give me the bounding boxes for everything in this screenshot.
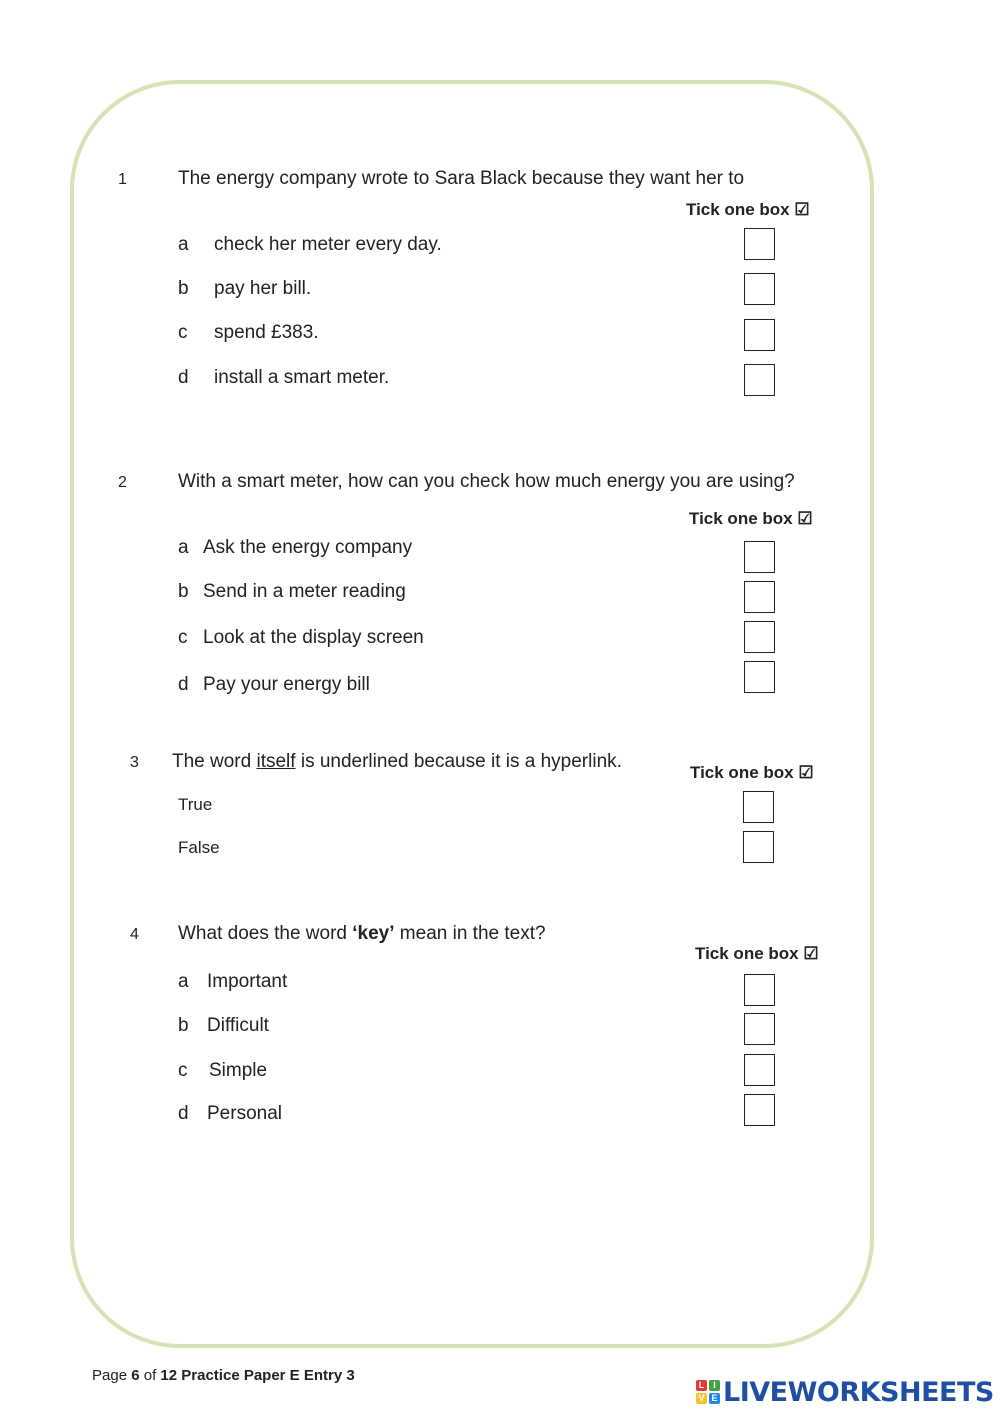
question-2-option-a-checkbox[interactable] (744, 541, 775, 573)
liveworksheets-wordmark: LIVEWORKSHEETS (723, 1376, 994, 1408)
question-3-option-false-text: False (178, 838, 220, 857)
question-2-option-b-letter: b (178, 581, 189, 602)
footer-of-word: of (143, 1367, 157, 1384)
question-2-number: 2 (118, 474, 127, 491)
question-4-option-d-letter: d (178, 1103, 189, 1124)
question-3-text (172, 751, 622, 773)
logo-icon-letter: L (696, 1380, 707, 1391)
question-1-option-d-letter: d (178, 367, 189, 388)
question-4-option-a-letter: a (178, 971, 189, 992)
footer-page-current: 6 (131, 1367, 140, 1384)
question-2-option-c-checkbox[interactable] (744, 621, 775, 653)
question-2-option-a-text: Ask the energy company (203, 537, 413, 558)
question-4-option-c-text: Simple (209, 1060, 268, 1081)
question-3-tick-label: Tick one box ☑ (690, 763, 814, 782)
question-2-option-d-checkbox[interactable] (744, 661, 775, 693)
question-2-option-b-text: Send in a meter reading (203, 581, 406, 602)
question-3-text-after: is underlined because it is a hyperlink. (295, 751, 622, 772)
question-4-option-a-checkbox[interactable] (744, 974, 775, 1006)
question-1-option-c-letter: c (178, 322, 188, 343)
logo-icon-letter: I (709, 1380, 720, 1391)
question-1-option-d-text: install a smart meter. (214, 367, 390, 388)
question-4-text-before: What does the word (178, 923, 353, 944)
question-1-text: The energy company wrote to Sara Black because they want her to (178, 168, 745, 189)
question-1-option-b-checkbox[interactable] (744, 273, 775, 305)
question-2-option-a-letter: a (178, 537, 189, 558)
logo-icon-letter: V (696, 1393, 707, 1404)
question-4-option-d-checkbox[interactable] (744, 1094, 775, 1126)
question-1-option-a-letter: a (178, 234, 189, 255)
logo-icon-letter: E (709, 1393, 720, 1404)
footer-page-word: Page (92, 1367, 128, 1384)
question-2-option-d-letter: d (178, 674, 189, 695)
question-2-tick-label: Tick one box ☑ (689, 509, 813, 528)
question-3-text-before: The word (172, 751, 257, 772)
question-3-option-false-checkbox[interactable] (743, 831, 774, 863)
question-1-option-b-letter: b (178, 278, 189, 299)
page-footer (92, 1367, 355, 1384)
question-3-underlined-word: itself (256, 751, 296, 772)
question-4-bold-word: ‘key’ (352, 923, 395, 944)
question-1-option-d-checkbox[interactable] (744, 364, 775, 396)
question-2-text: With a smart meter, how can you check how much energy you are using? (178, 471, 795, 492)
question-1-number: 1 (118, 171, 127, 188)
question-4-option-b-text: Difficult (207, 1015, 269, 1036)
liveworksheets-icon (696, 1380, 720, 1404)
question-1-option-b-text: pay her bill. (214, 278, 312, 299)
rounded-content-frame (70, 80, 874, 1348)
question-4-text (178, 923, 546, 945)
question-4-number: 4 (130, 926, 139, 943)
footer-paper-title: Practice Paper E Entry 3 (181, 1367, 355, 1384)
question-4-option-b-letter: b (178, 1015, 189, 1036)
question-1-option-c-checkbox[interactable] (744, 319, 775, 351)
question-1-option-a-checkbox[interactable] (744, 228, 775, 260)
question-1-option-a-text: check her meter every day. (214, 234, 442, 255)
question-1-tick-label: Tick one box ☑ (686, 200, 810, 219)
question-4-option-c-checkbox[interactable] (744, 1054, 775, 1086)
question-4-option-b-checkbox[interactable] (744, 1013, 775, 1045)
question-2-option-d-text: Pay your energy bill (203, 674, 370, 695)
question-3-number: 3 (130, 754, 139, 771)
question-4-text-after: mean in the text? (394, 923, 546, 944)
question-4-option-a-text: Important (207, 971, 288, 992)
footer-page-total: 12 (160, 1367, 178, 1384)
question-3-option-true-text: True (178, 795, 213, 814)
question-4-option-d-text: Personal (207, 1103, 282, 1124)
question-2-option-c-text: Look at the display screen (203, 627, 424, 648)
question-4-option-c-letter: c (178, 1060, 188, 1081)
question-1-option-c-text: spend £383. (214, 322, 319, 343)
liveworksheets-logo (696, 1374, 994, 1410)
question-2-option-b-checkbox[interactable] (744, 581, 775, 613)
question-4-tick-label: Tick one box ☑ (695, 944, 819, 963)
question-3-option-true-checkbox[interactable] (743, 791, 774, 823)
question-2-option-c-letter: c (178, 627, 188, 648)
